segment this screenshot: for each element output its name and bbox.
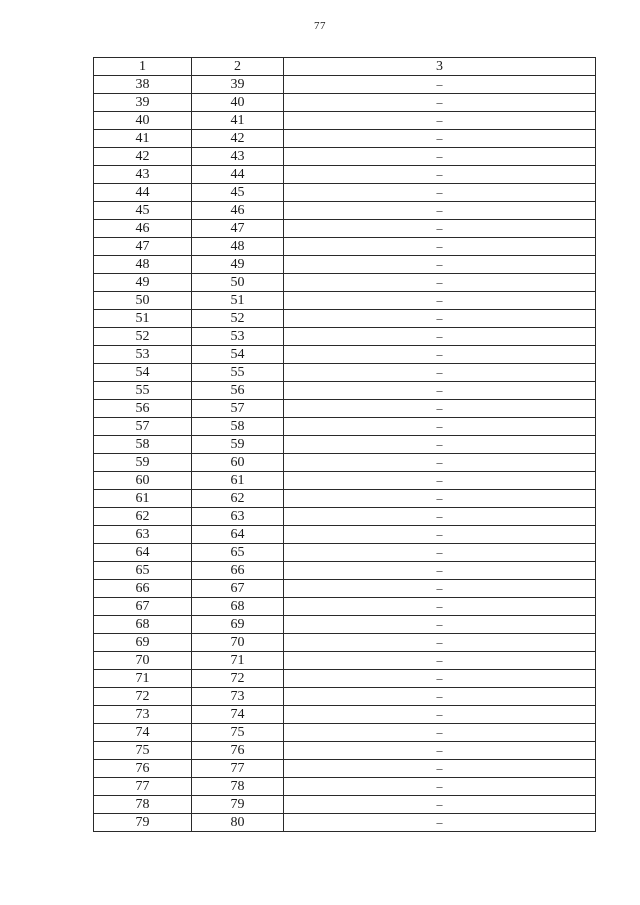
table-cell-col-2: 49 (192, 256, 284, 274)
table-cell-col-2: 71 (192, 652, 284, 670)
table-cell-col-3: – (284, 112, 596, 130)
table-cell-col-3: – (284, 418, 596, 436)
table-body (94, 76, 596, 832)
table-cell-col-3: – (284, 346, 596, 364)
table-cell-col-2: 76 (192, 742, 284, 760)
table-row (94, 526, 596, 544)
table-cell-col-1: 46 (94, 220, 192, 238)
table-cell-col-3: – (284, 256, 596, 274)
table-cell-col-2: 39 (192, 76, 284, 94)
table-cell-col-3: – (284, 400, 596, 418)
table-row (94, 112, 596, 130)
table-cell-col-1: 52 (94, 328, 192, 346)
table-cell-col-2: 42 (192, 130, 284, 148)
table-cell-col-3: – (284, 382, 596, 400)
table-cell-col-3: – (284, 202, 596, 220)
table-row (94, 238, 596, 256)
table-cell-col-1: 56 (94, 400, 192, 418)
table-cell-col-2: 54 (192, 346, 284, 364)
table-cell-col-1: 67 (94, 598, 192, 616)
table-cell-col-3: – (284, 814, 596, 832)
table-cell-col-2: 77 (192, 760, 284, 778)
table-cell-col-3: – (284, 310, 596, 328)
table-cell-col-2: 75 (192, 724, 284, 742)
table-cell-col-2: 58 (192, 418, 284, 436)
table-cell-col-2: 65 (192, 544, 284, 562)
table-cell-col-3: – (284, 562, 596, 580)
table-cell-col-1: 69 (94, 634, 192, 652)
table-cell-col-1: 57 (94, 418, 192, 436)
table-cell-col-3: – (284, 274, 596, 292)
table-cell-col-1: 40 (94, 112, 192, 130)
table-row (94, 382, 596, 400)
table-row (94, 94, 596, 112)
page-number: 77 (314, 20, 326, 32)
table-cell-col-1: 62 (94, 508, 192, 526)
table-row (94, 490, 596, 508)
table-cell-col-2: 48 (192, 238, 284, 256)
table-cell-col-3: – (284, 796, 596, 814)
table-row (94, 742, 596, 760)
table-cell-col-3: – (284, 670, 596, 688)
table-cell-col-3: – (284, 778, 596, 796)
table-header-row (94, 58, 596, 76)
table-cell-col-2: 46 (192, 202, 284, 220)
table-cell-col-2: 79 (192, 796, 284, 814)
table-cell-col-1: 47 (94, 238, 192, 256)
table-cell-col-1: 64 (94, 544, 192, 562)
table-cell-col-1: 71 (94, 670, 192, 688)
table-cell-col-3: – (284, 760, 596, 778)
table-cell-col-1: 65 (94, 562, 192, 580)
table-cell-col-2: 64 (192, 526, 284, 544)
table-cell-col-1: 44 (94, 184, 192, 202)
table-cell-col-2: 62 (192, 490, 284, 508)
table-cell-col-1: 70 (94, 652, 192, 670)
table-cell-col-2: 40 (192, 94, 284, 112)
table-cell-col-2: 74 (192, 706, 284, 724)
table-cell-col-3: – (284, 130, 596, 148)
table-cell-col-3: – (284, 598, 596, 616)
table-cell-col-3: – (284, 76, 596, 94)
table-row (94, 436, 596, 454)
table-cell-col-3: – (284, 688, 596, 706)
table-cell-col-1: 45 (94, 202, 192, 220)
table-cell-col-2: 78 (192, 778, 284, 796)
table-row (94, 220, 596, 238)
table-row (94, 148, 596, 166)
table-cell-col-3: – (284, 166, 596, 184)
table-row (94, 706, 596, 724)
table-cell-col-2: 61 (192, 472, 284, 490)
table-cell-col-1: 66 (94, 580, 192, 598)
table-cell-col-1: 55 (94, 382, 192, 400)
table-cell-col-2: 57 (192, 400, 284, 418)
table-cell-col-3: – (284, 742, 596, 760)
table-row (94, 670, 596, 688)
table-cell-col-2: 66 (192, 562, 284, 580)
table-row (94, 814, 596, 832)
table-cell-col-1: 63 (94, 526, 192, 544)
table-cell-col-3: – (284, 148, 596, 166)
table-cell-col-2: 45 (192, 184, 284, 202)
table-cell-col-3: – (284, 238, 596, 256)
table-cell-col-3: – (284, 616, 596, 634)
table-cell-col-3: – (284, 472, 596, 490)
table-cell-col-2: 72 (192, 670, 284, 688)
table-cell-col-1: 79 (94, 814, 192, 832)
table-cell-col-3: – (284, 634, 596, 652)
column-header-1: 1 (94, 58, 192, 76)
table-cell-col-1: 59 (94, 454, 192, 472)
table-cell-col-2: 63 (192, 508, 284, 526)
table-cell-col-1: 61 (94, 490, 192, 508)
table-cell-col-1: 74 (94, 724, 192, 742)
table-cell-col-1: 51 (94, 310, 192, 328)
table-row (94, 418, 596, 436)
table-cell-col-2: 51 (192, 292, 284, 310)
table-row (94, 598, 596, 616)
table-cell-col-2: 68 (192, 598, 284, 616)
data-table (93, 57, 596, 832)
table-row (94, 184, 596, 202)
table-cell-col-2: 60 (192, 454, 284, 472)
table-cell-col-3: – (284, 454, 596, 472)
table-row (94, 274, 596, 292)
table-row (94, 328, 596, 346)
table-row (94, 634, 596, 652)
table-row (94, 652, 596, 670)
table-cell-col-3: – (284, 220, 596, 238)
data-table-container (93, 57, 595, 832)
table-cell-col-3: – (284, 544, 596, 562)
table-cell-col-2: 55 (192, 364, 284, 382)
table-cell-col-1: 42 (94, 148, 192, 166)
table-cell-col-3: – (284, 436, 596, 454)
table-cell-col-3: – (284, 184, 596, 202)
table-cell-col-3: – (284, 328, 596, 346)
table-row (94, 760, 596, 778)
column-header-3: 3 (284, 58, 596, 76)
table-cell-col-1: 53 (94, 346, 192, 364)
table-row (94, 400, 596, 418)
table-row (94, 292, 596, 310)
table-row (94, 472, 596, 490)
table-cell-col-1: 54 (94, 364, 192, 382)
table-cell-col-2: 73 (192, 688, 284, 706)
table-cell-col-2: 56 (192, 382, 284, 400)
table-cell-col-2: 53 (192, 328, 284, 346)
table-row (94, 544, 596, 562)
table-cell-col-1: 48 (94, 256, 192, 274)
table-cell-col-3: – (284, 364, 596, 382)
table-cell-col-1: 68 (94, 616, 192, 634)
table-cell-col-1: 73 (94, 706, 192, 724)
table-cell-col-2: 70 (192, 634, 284, 652)
table-row (94, 778, 596, 796)
table-cell-col-2: 59 (192, 436, 284, 454)
column-header-2: 2 (192, 58, 284, 76)
table-cell-col-3: – (284, 526, 596, 544)
table-row (94, 454, 596, 472)
table-cell-col-3: – (284, 652, 596, 670)
table-row (94, 508, 596, 526)
table-cell-col-2: 41 (192, 112, 284, 130)
table-row (94, 616, 596, 634)
table-row (94, 202, 596, 220)
table-cell-col-2: 50 (192, 274, 284, 292)
table-row (94, 364, 596, 382)
table-cell-col-2: 47 (192, 220, 284, 238)
table-cell-col-2: 43 (192, 148, 284, 166)
table-cell-col-1: 78 (94, 796, 192, 814)
table-cell-col-3: – (284, 706, 596, 724)
table-row (94, 688, 596, 706)
table-cell-col-1: 38 (94, 76, 192, 94)
table-cell-col-1: 77 (94, 778, 192, 796)
table-cell-col-3: – (284, 94, 596, 112)
table-cell-col-3: – (284, 490, 596, 508)
table-row (94, 130, 596, 148)
table-row (94, 76, 596, 94)
table-row (94, 346, 596, 364)
table-cell-col-1: 60 (94, 472, 192, 490)
table-cell-col-3: – (284, 724, 596, 742)
table-cell-col-1: 76 (94, 760, 192, 778)
table-cell-col-2: 44 (192, 166, 284, 184)
table-cell-col-1: 43 (94, 166, 192, 184)
table-cell-col-2: 67 (192, 580, 284, 598)
table-cell-col-1: 49 (94, 274, 192, 292)
table-cell-col-2: 52 (192, 310, 284, 328)
table-row (94, 310, 596, 328)
table-cell-col-1: 39 (94, 94, 192, 112)
table-cell-col-1: 72 (94, 688, 192, 706)
table-cell-col-3: – (284, 292, 596, 310)
table-row (94, 256, 596, 274)
table-cell-col-1: 50 (94, 292, 192, 310)
table-row (94, 166, 596, 184)
table-cell-col-2: 80 (192, 814, 284, 832)
table-row (94, 796, 596, 814)
table-cell-col-1: 41 (94, 130, 192, 148)
table-cell-col-1: 58 (94, 436, 192, 454)
table-row (94, 562, 596, 580)
table-cell-col-1: 75 (94, 742, 192, 760)
table-cell-col-2: 69 (192, 616, 284, 634)
table-row (94, 580, 596, 598)
table-cell-col-3: – (284, 580, 596, 598)
table-cell-col-3: – (284, 508, 596, 526)
table-row (94, 724, 596, 742)
